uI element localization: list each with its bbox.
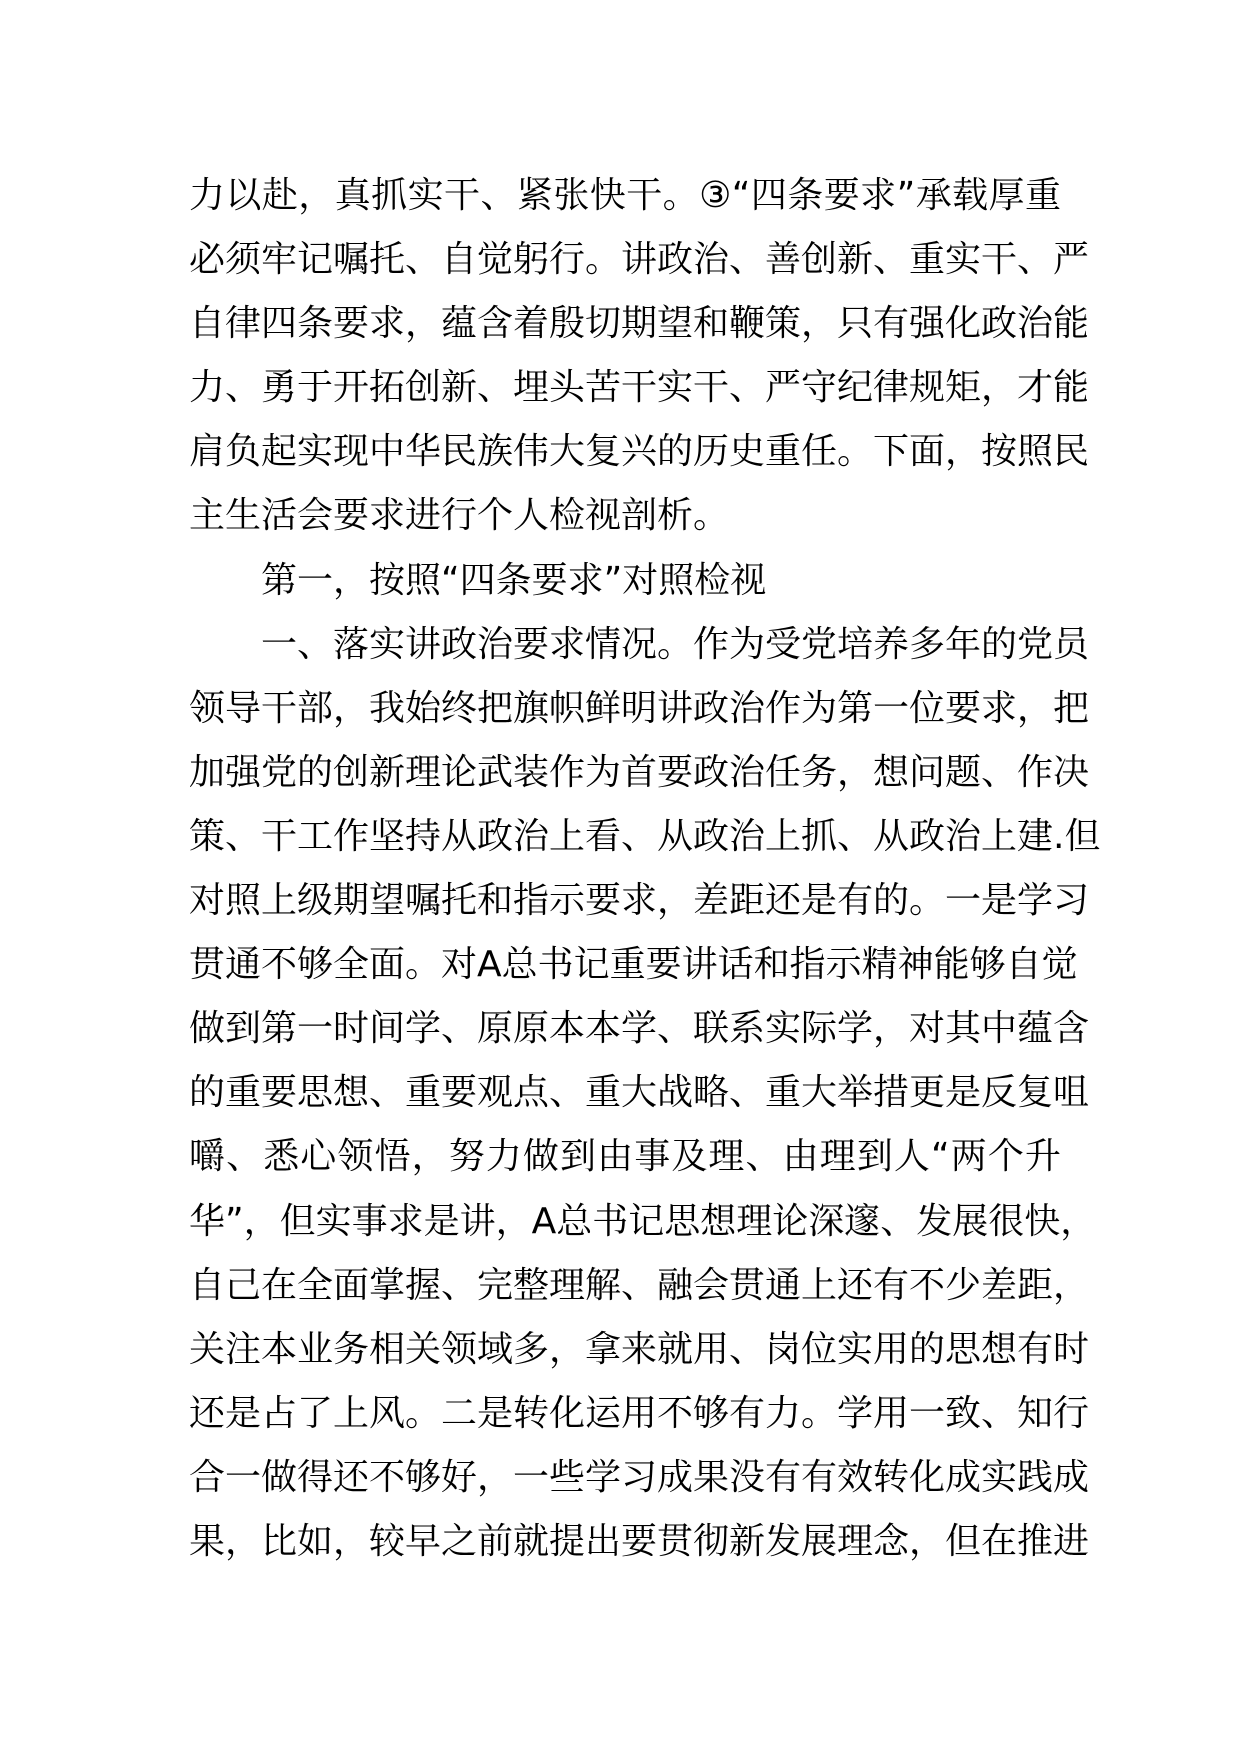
document-body	[189, 164, 1101, 1574]
text-line: 一、落实讲政治要求情况。作为受党培养多年的党员	[261, 623, 1090, 665]
text-line: 关注本业务相关领域多，拿来就用、岗位实用的思想有时	[189, 1328, 1090, 1370]
text-line: 还是占了上风。二是转化运用不够有力。学用一致、知行	[189, 1392, 1090, 1434]
text-line: 果，比如，较早之前就提出要贯彻新发展理念，但在推进	[189, 1520, 1090, 1562]
text-line: 自律四条要求，蕴含着殷切期望和鞭策，只有强化政治能	[189, 303, 1090, 345]
text-line: 自己在全面掌握、完整理解、融会贯通上还有不少差距，	[189, 1264, 1090, 1306]
text-line: 的重要思想、重要观点、重大战略、重大举措更是反复咀	[189, 1072, 1090, 1114]
text-line: 加强党的创新理论武装作为首要政治任务，想问题、作决	[189, 751, 1090, 793]
section-heading: 第一，按照“四条要求”对照检视	[261, 559, 767, 601]
text-line: 贯通不够全面。对A总书记重要讲话和指示精神能够自觉	[189, 944, 1078, 986]
text-line: 肩负起实现中华民族伟大复兴的历史重任。下面，按照民	[189, 431, 1090, 473]
text-line: 嚼、悉心领悟，努力做到由事及理、由理到人“两个升	[189, 1136, 1061, 1178]
text-line: 主生活会要求进行个人检视剖析。	[189, 495, 730, 537]
text-line: 力以赴，真抓实干、紧张快干。③“四条要求”承载厚重	[189, 175, 1061, 216]
text-line: 必须牢记嘱托、自觉躬行。讲政治、善创新、重实干、严	[189, 239, 1090, 281]
text-line: 合一做得还不够好，一些学习成果没有有效转化成实践成	[189, 1456, 1090, 1498]
text-line: 做到第一时间学、原原本本学、联系实际学，对其中蕴含	[189, 1008, 1090, 1050]
text-line: 华”，但实事求是讲，A总书记思想理论深邃、发展很快，	[189, 1200, 1097, 1242]
text-line: 领导干部，我始终把旗帜鲜明讲政治作为第一位要求，把	[189, 687, 1090, 729]
text-line: 对照上级期望嘱托和指示要求，差距还是有的。一是学习	[189, 880, 1090, 922]
text-line: 策、干工作坚持从政治上看、从政治上抓、从政治上建.但	[189, 815, 1101, 857]
text-line: 力、勇于开拓创新、埋头苦干实干、严守纪律规矩，才能	[189, 367, 1090, 409]
